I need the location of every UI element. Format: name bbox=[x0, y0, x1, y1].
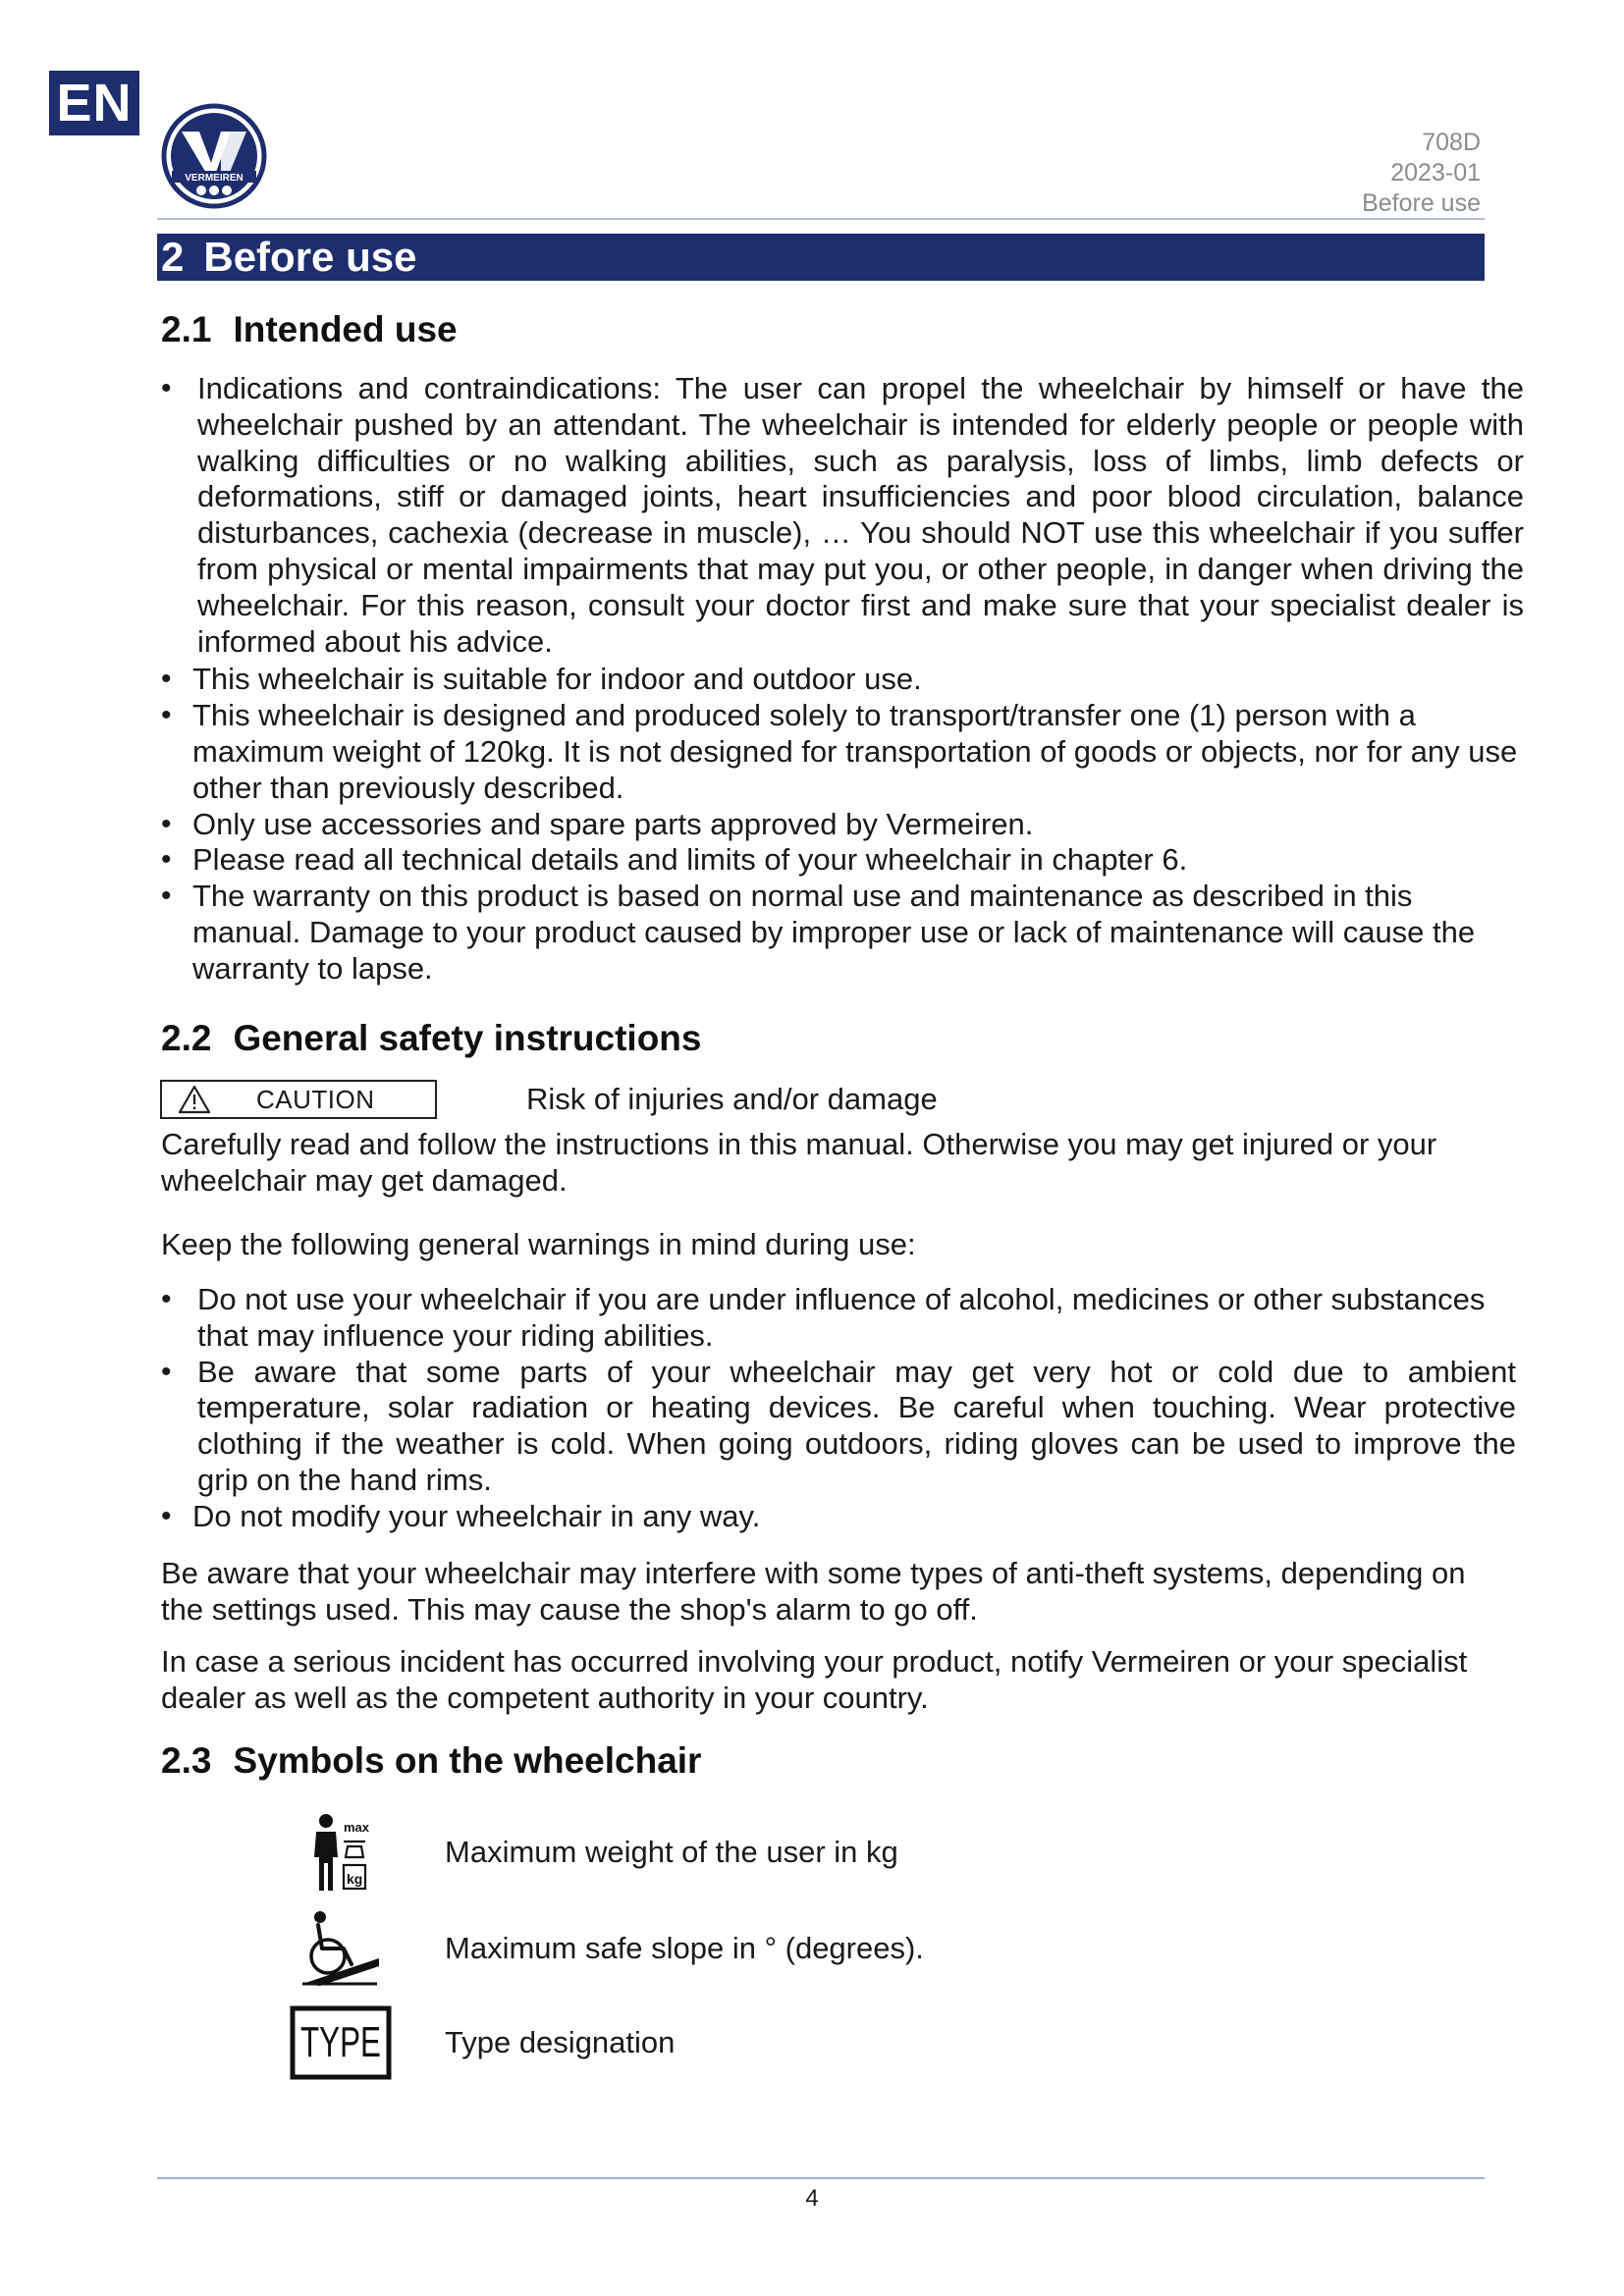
chapter-heading bbox=[157, 234, 1485, 281]
logo-text: VERMEIREN bbox=[185, 173, 244, 184]
section-title: Symbols on the wheelchair bbox=[233, 1740, 702, 1781]
list-item: • The warranty on this product is based on normal use and maintenance as described in this manual. Damage to your product caused by improper use or lack of maintenance will cause the warranty to lapse. bbox=[161, 879, 1498, 987]
warnings-intro: Keep the following general warnings in mind during use: bbox=[161, 1227, 916, 1261]
list-item: • Do not modify your wheelchair in any way. bbox=[161, 1499, 1516, 1535]
section-title: General safety instructions bbox=[233, 1018, 702, 1058]
section-number: 2.1 bbox=[161, 309, 212, 349]
anti-theft-note: Be aware that your wheelchair may interfere with some types of anti-theft systems, depending on the settings used. This may cause the shop's alarm to go off. bbox=[161, 1556, 1466, 1627]
list-item: • Do not use your wheelchair if you are under influence of alcohol, medicines or other substances that may influence your riding abilities. bbox=[161, 1282, 1513, 1355]
type-designation-icon bbox=[289, 2002, 393, 2083]
revision-date: 2023-01 bbox=[1390, 159, 1481, 187]
language-tab: EN bbox=[49, 71, 139, 135]
chapter-name: Before use bbox=[1362, 189, 1481, 217]
max-slope-icon bbox=[289, 1908, 393, 1989]
section-title: Intended use bbox=[233, 309, 458, 349]
header-divider bbox=[157, 218, 1485, 220]
type-text: TYPE bbox=[300, 2018, 381, 2066]
list-item: • Be aware that some parts of your wheelchair may get very hot or cold due to ambient temperature, solar radiation or heating devices. Be careful when touching. Wear protective clothing if the weather is cold. When going outdoors, riding gloves can be used to improve the grip on the hand rims. bbox=[161, 1355, 1516, 1499]
symbol-row-max-weight bbox=[289, 1812, 898, 1893]
incident-note: In case a serious incident has occurred involving your product, notify Vermeiren or your specialist dealer as well as the competent authority in your country. bbox=[161, 1644, 1468, 1715]
list-item: • Please read all technical details and limits of your wheelchair in chapter 6. bbox=[161, 842, 1524, 879]
symbol-row-max-slope bbox=[289, 1908, 924, 1989]
chapter-title: Before use bbox=[203, 234, 417, 280]
max-text: max bbox=[344, 1820, 370, 1835]
model-number: 708D bbox=[1422, 129, 1481, 156]
page-number: 4 bbox=[805, 2185, 819, 2212]
caution-description: Risk of injuries and/or damage bbox=[526, 1082, 938, 1116]
chapter-number: 2 bbox=[161, 234, 185, 280]
section-number: 2.2 bbox=[161, 1018, 212, 1058]
safety-warnings-list bbox=[161, 1282, 1516, 1535]
section-heading-safety bbox=[161, 1018, 702, 1058]
vermeiren-logo bbox=[160, 102, 268, 210]
symbol-label: Maximum weight of the user in kg bbox=[445, 1835, 898, 1869]
safety-intro: Carefully read and follow the instructions in this manual. Otherwise you may get injured or your wheelchair may get damaged. bbox=[161, 1127, 1437, 1198]
list-item: • This wheelchair is suitable for indoor and outdoor use. bbox=[161, 662, 1524, 698]
caution-label-box bbox=[160, 1080, 437, 1119]
warning-triangle-icon bbox=[178, 1085, 211, 1114]
list-item: • This wheelchair is designed and produced solely to transport/transfer one (1) person with a maximum weight of 120kg. It is not designed for transportation of goods or objects, nor for any use other than previously described. bbox=[161, 698, 1518, 806]
max-weight-icon bbox=[289, 1812, 393, 1893]
symbol-label: Type designation bbox=[445, 2025, 676, 2059]
section-number: 2.3 bbox=[161, 1740, 212, 1781]
intended-use-list bbox=[161, 371, 1524, 988]
section-heading-intended-use bbox=[161, 309, 458, 349]
symbol-label: Maximum safe slope in ° (degrees). bbox=[445, 1931, 924, 1965]
footer-divider bbox=[157, 2177, 1485, 2179]
kg-text: kg bbox=[347, 1871, 363, 1887]
caution-label: CAUTION bbox=[256, 1084, 375, 1114]
symbol-row-type bbox=[289, 2002, 676, 2083]
header-meta bbox=[1362, 128, 1481, 219]
list-item: • Indications and contraindications: The user can propel the wheelchair by himself or have the wheelchair pushed by an attendant. The wheelchair is intended for elderly people or people with walking difficulties or no walking abilities, such as paralysis, loss of limbs, limb defects or deformations, stiff or damaged joints, heart insufficiencies and poor blood circulation, balance disturbances, cachexia (decrease in muscle), … You should NOT use this wheelchair if you suffer from physical or mental impairments that may put you, or other people, in danger when driving the wheelchair. For this reason, consult your doctor first and make sure that your specialist dealer is informed about his advice. bbox=[161, 371, 1524, 660]
section-heading-symbols bbox=[161, 1740, 702, 1781]
list-item: • Only use accessories and spare parts approved by Vermeiren. bbox=[161, 807, 1524, 843]
